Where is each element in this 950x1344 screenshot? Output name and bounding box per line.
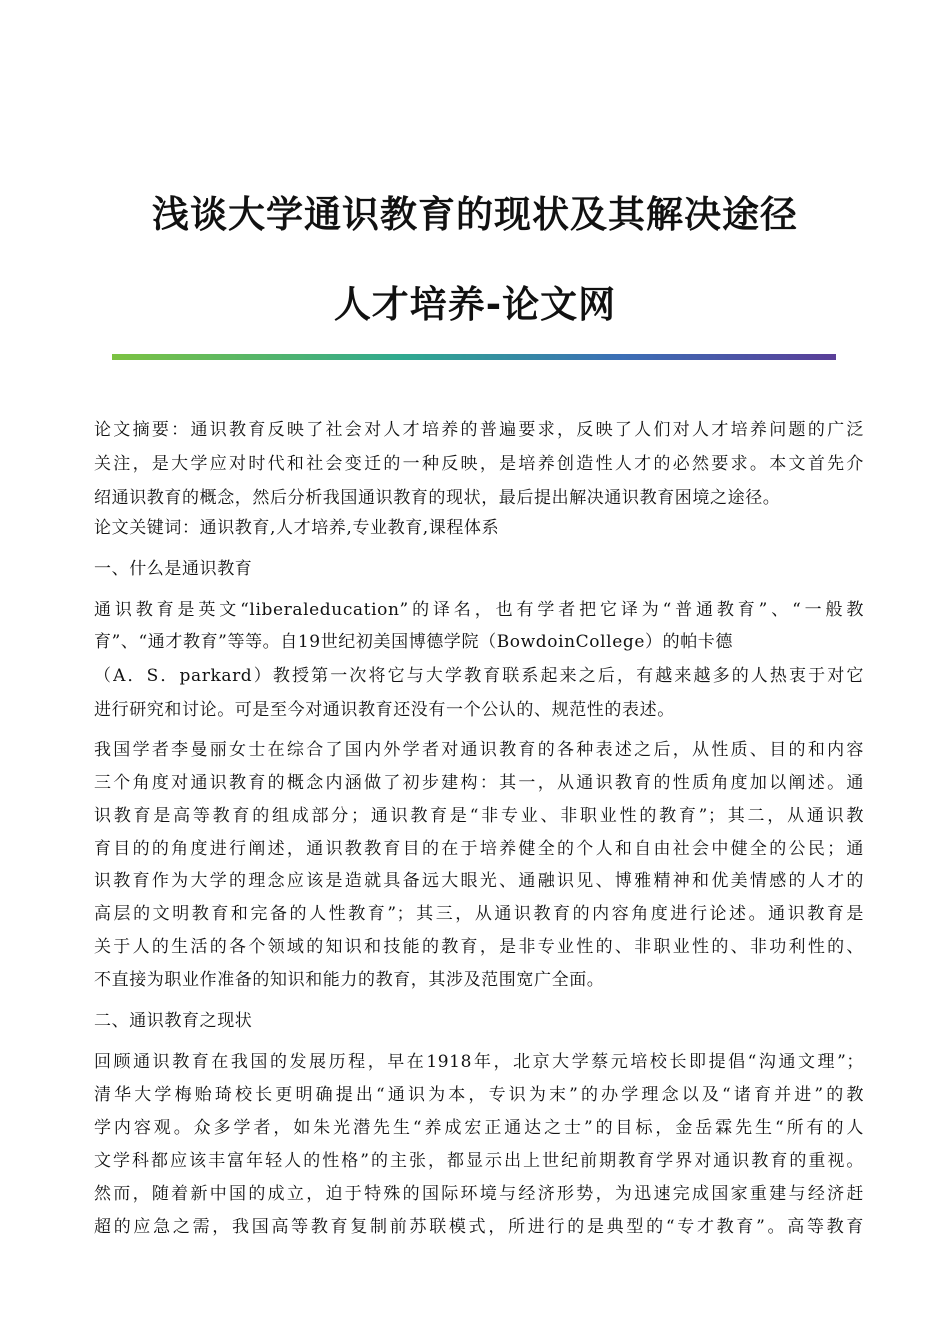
paragraph-line: 清华大学梅贻琦校长更明确提出“通识为本，专识为末”的办学理念以及“诸育并进”的教 (94, 1085, 864, 1105)
title-gradient-rule (112, 354, 836, 360)
abstract-line: 关注，是大学应对时代和社会变迁的一种反映，是培养创造性人才的必然要求。本文首先介 (94, 454, 864, 474)
section-heading-2: 二、通识教育之现状 (94, 1011, 253, 1031)
paragraph-line: 三个角度对通识教育的概念内涵做了初步建构：其一，从通识教育的性质角度加以阐述。通 (94, 773, 864, 793)
paragraph-line: 识教育作为大学的理念应该是造就具备远大眼光、通融识见、博雅精神和优美情感的人才的 (94, 871, 864, 891)
paragraph-line: 我国学者李曼丽女士在综合了国内外学者对通识教育的各种表述之后，从性质、目的和内容 (94, 740, 864, 760)
document-title-line-2: 人才培养-论文网 (333, 283, 617, 326)
paragraph-line: 识教育是高等教育的组成部分；通识教育是“非专业、非职业性的教育”；其二，从通识教 (94, 806, 864, 826)
paragraph-line: 不直接为职业作准备的知识和能力的教育，其涉及范围宽广全面。 (94, 970, 605, 990)
section-heading-1: 一、什么是通识教育 (94, 559, 253, 579)
paragraph-line: 进行研究和讨论。可是至今对通识教育还没有一个公认的、规范性的表述。 (94, 700, 675, 720)
paragraph-line: 超的应急之需，我国高等教育复制前苏联模式，所进行的是典型的“专才教育”。高等教育 (94, 1217, 864, 1237)
document-title-line-1: 浅谈大学通识教育的现状及其解决途径 (152, 193, 798, 236)
abstract-line: 绍通识教育的概念，然后分析我国通识教育的现状，最后提出解决通识教育困境之途径。 (94, 488, 781, 508)
paragraph-line: （A．S．parkard）教授第一次将它与大学教育联系起来之后，有越来越多的人热衷于对它 (94, 666, 864, 686)
paragraph-line: 育目的的角度进行阐述，通识教教育目的在于培养健全的个人和自由社会中健全的公民；通 (94, 839, 864, 859)
paragraph-line: 育”、“通才教育”等等。自19世纪初美国博德学院（BowdoinCollege）的帕卡德 (94, 632, 734, 652)
abstract-line: 论文摘要：通识教育反映了社会对人才培养的普遍要求，反映了人们对人才培养问题的广泛 (94, 420, 864, 440)
paragraph-line: 文学科都应该丰富年轻人的性格”的主张，都显示出上世纪前期教育学界对通识教育的重视。 (94, 1151, 864, 1171)
paragraph-line: 关于人的生活的各个领域的知识和技能的教育，是非专业性的、非职业性的、非功利性的、 (94, 937, 864, 957)
keywords-line: 论文关键词：通识教育,人才培养,专业教育,课程体系 (94, 518, 500, 538)
paragraph-line: 学内容观。众多学者，如朱光潜先生“养成宏正通达之士”的目标，金岳霖先生“所有的人 (94, 1118, 864, 1138)
paragraph-line: 通识教育是英文“liberaleducation”的译名，也有学者把它译为“普通教育”、“一般教 (94, 600, 864, 620)
paragraph-line: 高层的文明教育和完备的人性教育”；其三，从通识教育的内容角度进行论述。通识教育是 (94, 904, 864, 924)
paragraph-line: 然而，随着新中国的成立，迫于特殊的国际环境与经济形势，为迅速完成国家重建与经济赶 (94, 1184, 864, 1204)
paragraph-line: 回顾通识教育在我国的发展历程，早在1918年，北京大学蔡元培校长即提倡“沟通文理”； (94, 1052, 864, 1072)
